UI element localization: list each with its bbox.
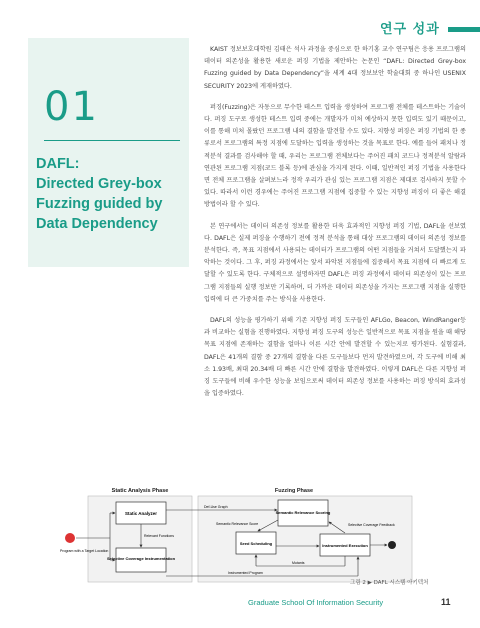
article-number: 01 — [44, 84, 99, 130]
figure-caption: 그림 2 ▶ DAFL 시스템 아키텍처 — [350, 580, 429, 586]
static-phase-label: Static Analysis Phase — [111, 488, 169, 494]
instrumented-program-label: Instrumented Program — [228, 571, 263, 575]
mutants-label: Mutants — [292, 561, 305, 565]
static-analyzer-label: Static Analyzer — [124, 511, 158, 516]
footer-school-name: Graduate School Of Information Security — [248, 598, 384, 607]
program-target-label: Program with a Target Location — [60, 549, 109, 553]
body-paragraph: 본 연구에서는 데이터 의존성 정보를 활용한 더욱 효과적인 지향성 퍼징 기법, DAFL을 선보였다. DAFL은 실제 퍼징을 수행하기 전에 정적 분석을 통해 대상 프로그램의 데이터 의존성 정보를 분석한다. 즉, 목표 지점에서 사용되는 데이터가 프로그램의 어떤 지점들을 거쳐서 도달했는지 파악하는 것이다. 그 후, 퍼징 과정에서는 앞서 파악된 지점들에 집중해서 목표 지점에 더 빠르게 도달할 수 있도록 한다. 구체적으로 설명하자면 DAFL은 퍼징 과정에서 데이터 의존성이 있는 프로그램 지점들의 실행 정보만 기록하며, 더 가까운 데이터 의존성을 가지는 프로그램 지점을 실행한 입력에 더 큰 가중치를 주는 방식을 사용한다. — [204, 222, 466, 303]
article-body — [204, 44, 466, 409]
relevance-scoring-label: Semantic Relevance Scoring — [275, 510, 331, 515]
header-accent-bar — [448, 27, 480, 32]
program-target-icon — [65, 533, 75, 543]
article-title — [36, 154, 196, 234]
page-number: 11 — [441, 597, 451, 607]
section-title: 연구 성과 — [380, 22, 440, 37]
dafl-architecture-diagram — [58, 488, 434, 588]
article-title-line: Data Dependency — [36, 216, 158, 232]
relevant-functions-label: Relevant Functions — [144, 534, 174, 538]
body-paragraph: DAFL의 성능을 평가하기 위해 기존 지향성 퍼징 도구들인 AFLGo, Beacon, WindRanger등과 비교하는 실험을 진행하였다. 지향성 퍼징 도구의 성능은 일반적으로 목표 지점을 원을 때 해당 목표 지점에 존재하는 결함을 얼마나 이른 시간 안에 발견할 수 있는지로 평가된다. 실험결과, DAFL은 41개의 결함 중 27개의 결함을 다른 도구들보다 먼저 발견하였으며, 각 도구에 비해 최소 1.93배, 최대 20.34배 더 빠른 시간 안에 결함을 발견하였다. 이렇게 DAFL은 다른 지향성 퍼징 도구들에 비해 우수한 성능을 보임으로써 데이터 의존성 정보를 사용하는 퍼징 방식의 효과성을 입증하였다. — [204, 317, 466, 398]
def-use-graph-label: Def-Use Graph — [204, 505, 228, 509]
seed-scheduling-label: Seed Scheduling — [239, 541, 273, 546]
instrumentation-label: Selective Coverage Instrumentation — [106, 556, 176, 561]
body-paragraph: KAIST 정보보호대학원 김태은 석사 과정을 중심으로 한 하기홍 교수 연구팀은 응용 프로그램의 데이터 의존성을 활용한 새로운 퍼징 기법을 제안하는 논문인 “DAFL: Directed Grey-box Fuzzing guided by Data Dependency”을 세계 4대 정보보안 학술대회 중 하나인 USENIX SECURITY 2023에 게재하였다. — [204, 46, 466, 90]
article-title-line: Directed Grey-box — [36, 176, 162, 192]
instrumented-execution-label: Instrumented Execution — [322, 543, 368, 548]
title-divider — [44, 140, 180, 141]
body-paragraph: 퍼징(Fuzzing)은 자동으로 무수한 테스트 입력을 생성하여 프로그램 전체를 테스트하는 기술이다. 퍼징 도구로 생성한 테스트 입력 중에는 개발자가 미처 예상하지 못한 입력도 있기 때문이고, 이를 통해 미처 몰랐던 프로그램 내의 결함을 발견할 수도 있다. 지향성 퍼징은 퍼징 기법의 한 종류로서 프로그램의 특정 지점에 도달하는 입력을 생성하는 것을 목표로 한다. 예를 들어 패치나 정적분석 결과를 검사해야 할 때, 우리는 프로그램 전체보다는 주어진 패치 코드나 정적분석 알람과 연관된 프로그램 지점(코드 블록 등)에 관심을 가지게 된다. 이때, 일반적인 퍼징 기법을 사용한다면 전체 프로그램을 살펴보느라 정작 우리가 관심 있는 프로그램 지점은 제대로 검사하지 못할 수 있다. 따라서 이런 경우에는 주어진 프로그램 지점에 집중할 수 있는 지향성 퍼징이 더 좋은 해결 방법이라 할 수 있다. — [204, 103, 466, 209]
coverage-feedback-label: Selective Coverage Feedback — [348, 523, 395, 527]
fuzzing-phase-label: Fuzzing Phase — [274, 488, 314, 494]
article-title-line: Fuzzing guided by — [36, 196, 163, 212]
relevance-score-label: Semantic Relevance Score — [216, 522, 259, 526]
article-title-line: DAFL: — [36, 156, 80, 172]
bug-icon — [388, 541, 396, 549]
